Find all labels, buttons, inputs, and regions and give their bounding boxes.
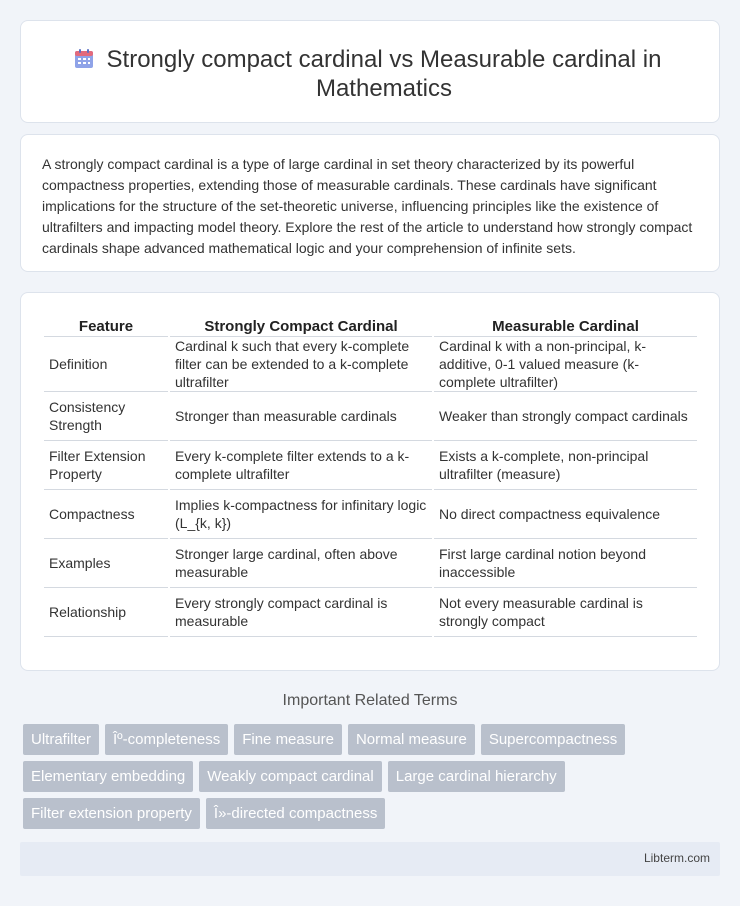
- related-term-tag[interactable]: Elementary embedding: [23, 761, 193, 792]
- column-header: Strongly Compact Cardinal: [170, 316, 432, 337]
- footer-site-link[interactable]: Libterm.com: [643, 851, 710, 865]
- related-term-tag[interactable]: Ultrafilter: [23, 724, 99, 755]
- table-cell: Relationship: [44, 588, 168, 637]
- footer: [20, 842, 720, 876]
- column-header: Measurable Cardinal: [434, 316, 697, 337]
- tag-row: [23, 761, 713, 792]
- table-cell: Exists a k-complete, non-principal ultrafilter (measure): [434, 441, 697, 490]
- intro-paragraph: A strongly compact cardinal is a type of large cardinal in set theory characterized by its powerful compactness properties, extending those of measurable cardinals. These cardinals have significant implications for the structure of the set-theoretic universe, influencing principles like the existence of ultrafilters and impacting model theory. Explore the rest of the article to understand how strongly compact cardinals shape advanced mathematical logic and your comprehension of infinite sets.: [42, 156, 693, 256]
- table-cell: Compactness: [44, 490, 168, 539]
- related-term-tag[interactable]: Weakly compact cardinal: [199, 761, 381, 792]
- related-term-tag[interactable]: Î»-directed compactness: [206, 798, 385, 829]
- related-term-tag[interactable]: Filter extension property: [23, 798, 200, 829]
- table-row: [44, 392, 697, 441]
- table-row: [44, 441, 697, 490]
- comparison-table: [42, 316, 699, 637]
- table-header-row: [44, 316, 697, 337]
- table-cell: First large cardinal notion beyond inaccessible: [434, 539, 697, 588]
- tag-row: [23, 798, 713, 829]
- table-cell: Every k-complete filter extends to a k-complete ultrafilter: [170, 441, 432, 490]
- table-cell: Stronger large cardinal, often above measurable: [170, 539, 432, 588]
- table-cell: Definition: [44, 337, 168, 392]
- table-cell: Stronger than measurable cardinals: [170, 392, 432, 441]
- table-cell: Filter Extension Property: [44, 441, 168, 490]
- table-cell: Examples: [44, 539, 168, 588]
- table-cell: Cardinal k such that every k-complete filter can be extended to a k-complete ultrafilter: [170, 337, 432, 392]
- page-title: Strongly compact cardinal vs Measurable cardinal in Mathematics: [106, 46, 662, 102]
- table-row: [44, 490, 697, 539]
- related-term-tag[interactable]: Supercompactness: [481, 724, 625, 755]
- comparison-table-card: [20, 292, 720, 671]
- table-cell: Not every measurable cardinal is strongly compact: [434, 588, 697, 637]
- table-cell: Weaker than strongly compact cardinals: [434, 392, 697, 441]
- table-cell: Consistency Strength: [44, 392, 168, 441]
- table-row: [44, 588, 697, 637]
- table-cell: No direct compactness equivalence: [434, 490, 697, 539]
- intro-card: [20, 134, 720, 272]
- tag-row: [23, 724, 713, 755]
- related-terms-heading: Important Related Terms: [282, 692, 458, 709]
- related-term-tag[interactable]: Normal measure: [348, 724, 475, 755]
- table-row: [44, 539, 697, 588]
- table-cell: Implies k-compactness for infinitary logic (L_{k, k}): [170, 490, 432, 539]
- related-term-tag[interactable]: Îº-completeness: [105, 724, 228, 755]
- table-cell: Every strongly compact cardinal is measurable: [170, 588, 432, 637]
- related-term-tag[interactable]: Fine measure: [234, 724, 342, 755]
- table-row: [44, 337, 697, 392]
- related-terms-list: [23, 724, 713, 835]
- title-card: [20, 20, 720, 123]
- table-cell: Cardinal k with a non-principal, k-additive, 0-1 valued measure (k-complete ultrafilter): [434, 337, 697, 392]
- related-term-tag[interactable]: Large cardinal hierarchy: [388, 761, 565, 792]
- column-header: Feature: [44, 316, 168, 337]
